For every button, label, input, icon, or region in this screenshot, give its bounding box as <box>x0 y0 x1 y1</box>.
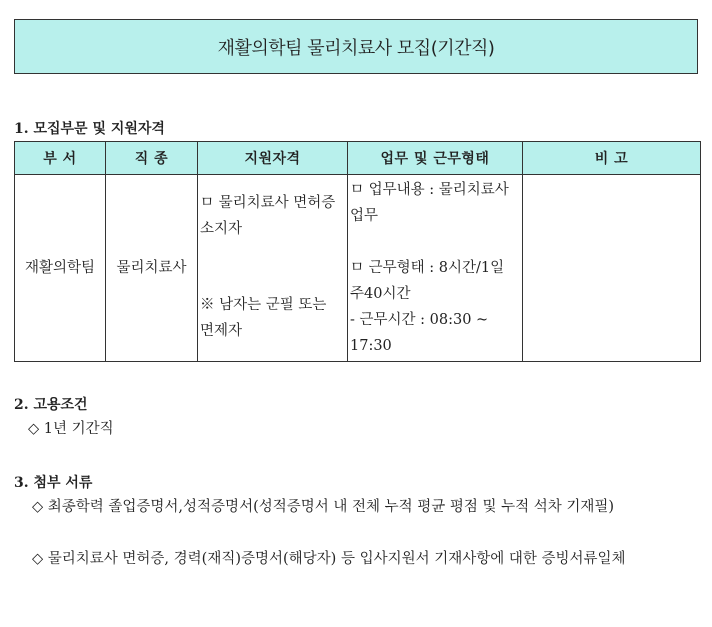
recruit-table <box>14 141 701 362</box>
section1-heading: 1. 모집부문 및 지원자격 <box>14 121 165 137</box>
header-department: 부 서 <box>15 142 106 175</box>
duty-content: ㅁ 업무내용 : 물리치료사 업무 <box>350 182 509 224</box>
header-note: 비 고 <box>523 142 701 175</box>
section3-heading: 3. 첨부 서류 <box>14 475 93 491</box>
attachment-item-2: ◇ 물리치료사 면허증, 경력(재직)증명서(해당자) 등 입사지원서 기재사항에 대한 증빙서류일체 <box>32 551 626 567</box>
title-banner <box>14 19 698 74</box>
header-job: 직 종 <box>106 142 198 175</box>
cell-job: 물리치료사 <box>106 175 198 362</box>
attachment-item-1: ◇ 최종학력 졸업증명서,성적증명서(성적증명서 내 전체 누적 평균 평점 및 누적 석차 기재필) <box>32 499 615 515</box>
cell-department: 재활의학팀 <box>15 175 106 362</box>
page-title: 재활의학팀 물리치료사 모집(기간직) <box>217 37 495 59</box>
duty-type: ㅁ 근무형태 : 8시간/1일 주40시간 <box>350 260 505 302</box>
header-duty: 업무 및 근무형태 <box>348 142 523 175</box>
cell-qualification <box>198 175 348 362</box>
table-header-row <box>15 142 701 175</box>
employment-condition: ◇ 1년 기간직 <box>28 421 114 437</box>
qualification-license: ㅁ 물리치료사 면허증 소지자 <box>200 195 336 237</box>
cell-note <box>523 175 701 362</box>
qualification-military: ※ 남자는 군필 또는 면제자 <box>200 297 327 339</box>
header-qualification: 지원자격 <box>198 142 348 175</box>
section2-heading: 2. 고용조건 <box>14 397 88 413</box>
duty-hours: - 근무시간 : 08:30 ~ 17:30 <box>350 312 489 354</box>
cell-duty <box>348 175 523 362</box>
table-row <box>15 175 701 362</box>
